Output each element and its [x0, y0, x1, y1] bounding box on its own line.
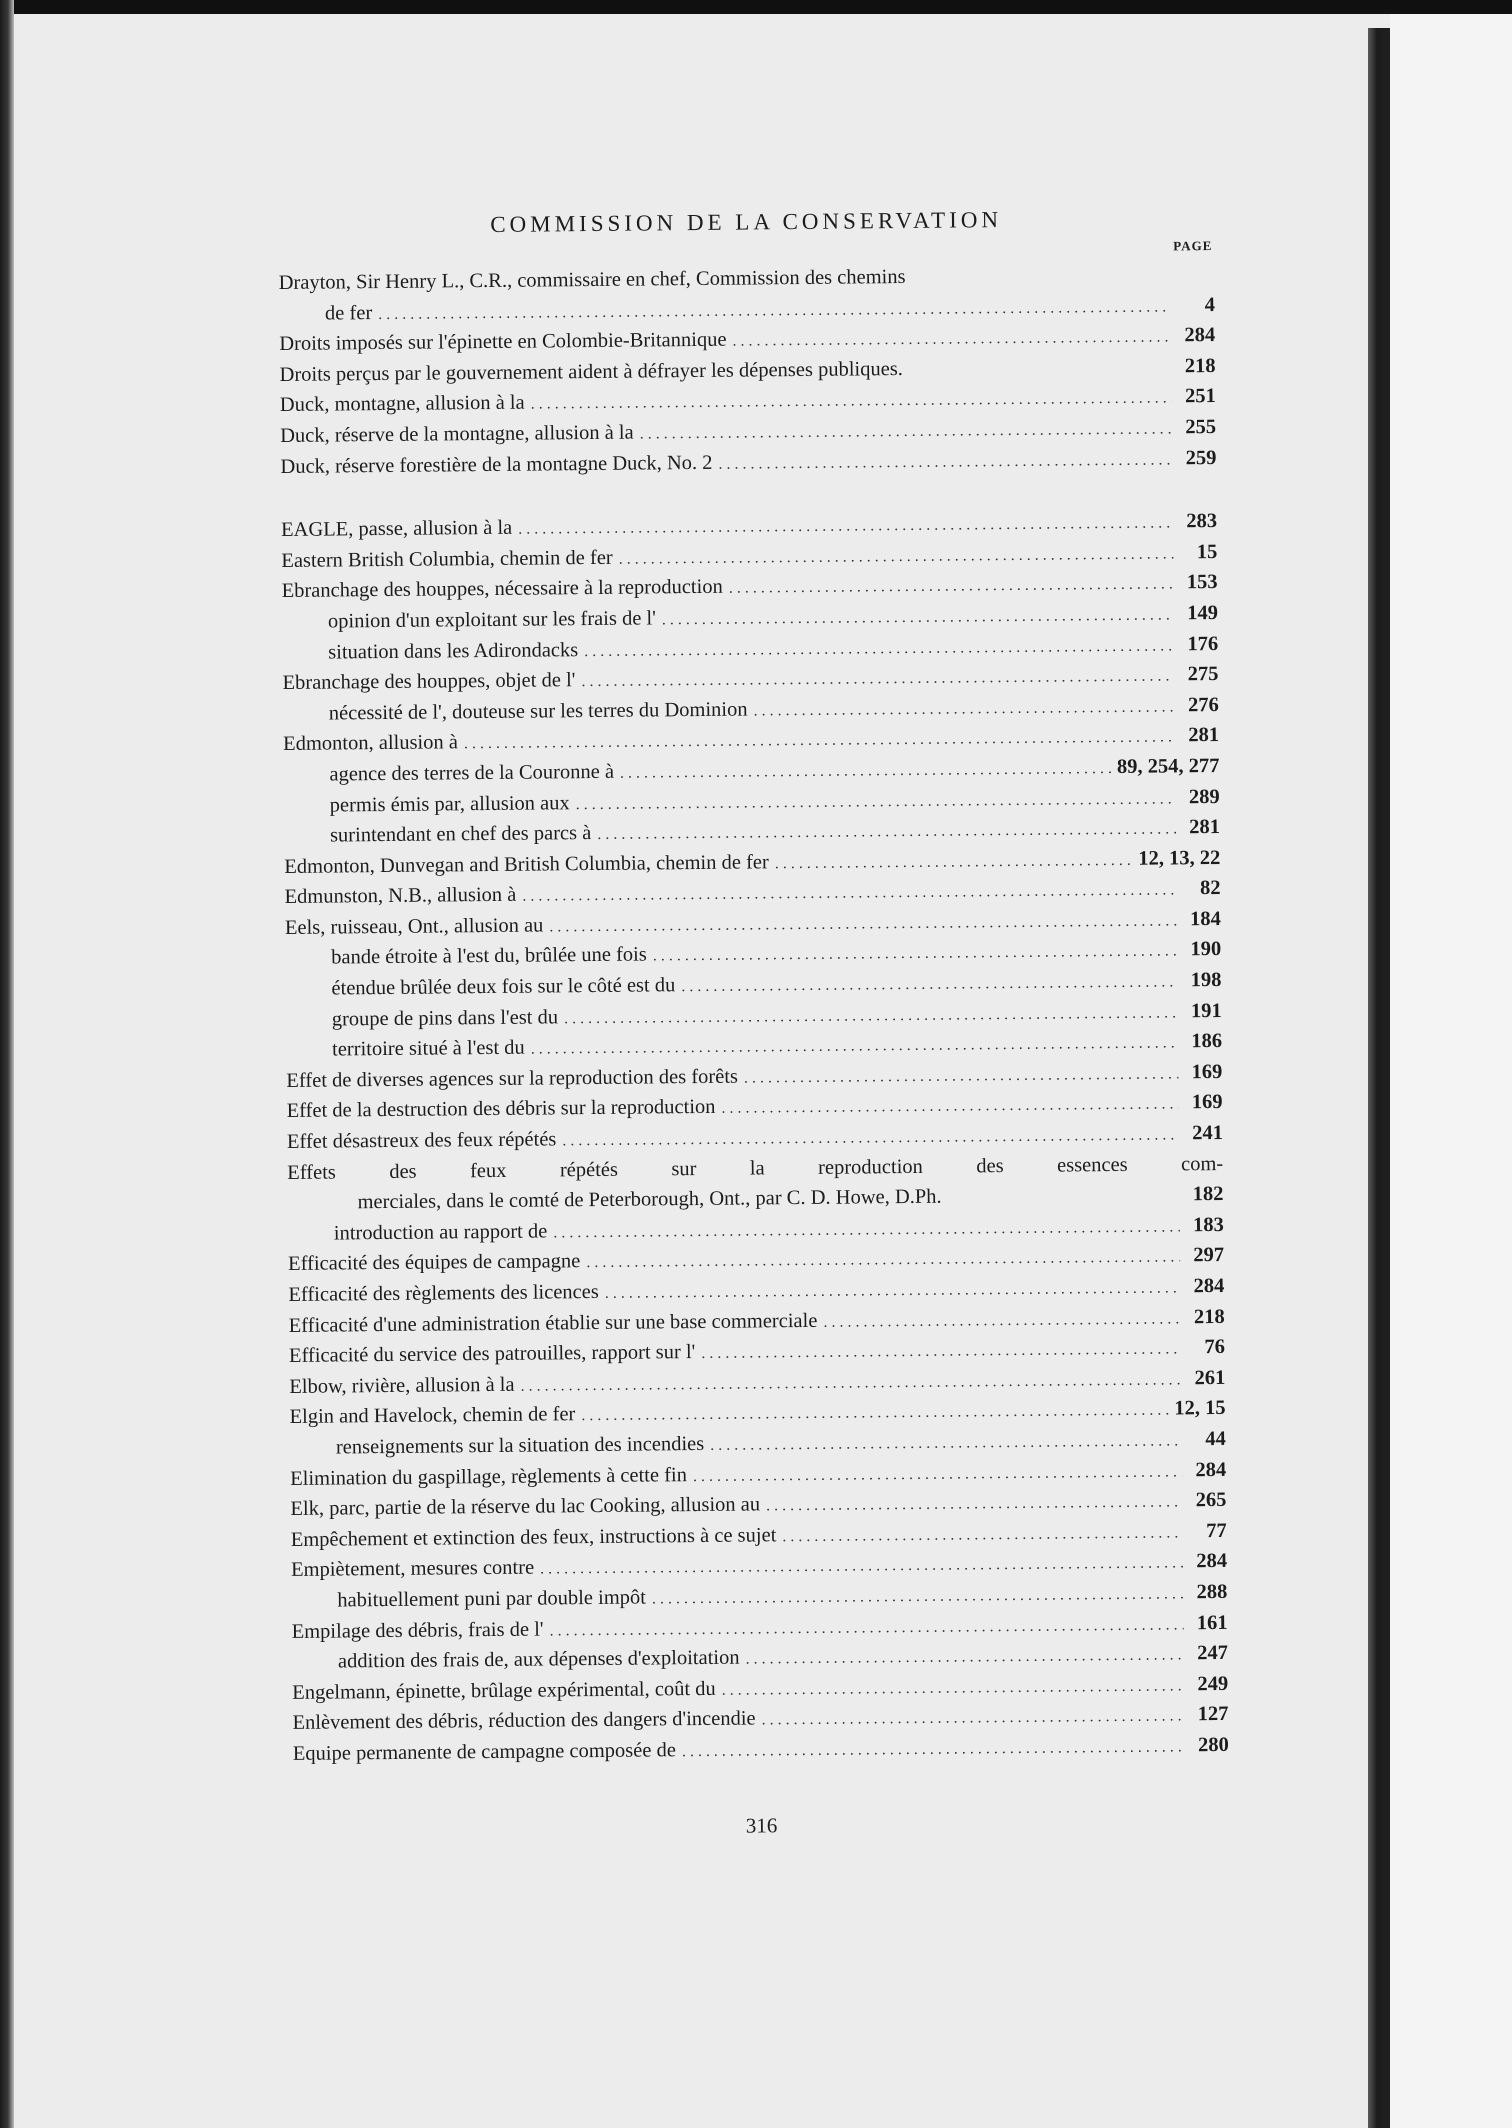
entry-page-number: 186 [1191, 1030, 1223, 1053]
entry-page-number: 15 [1196, 540, 1218, 563]
entry-page-number: 76 [1204, 1336, 1226, 1359]
entry-page-number: 281 [1189, 816, 1221, 839]
entry-page-number: 44 [1205, 1427, 1226, 1451]
entry-text: habituellement puni par double impôt [337, 1586, 647, 1612]
entry-text: merciales, dans le comté de Peterborough, Ont., par C. D. Howe, D.Ph. [357, 1185, 942, 1214]
index-entries [279, 259, 1229, 1769]
entry-text: surintendant en chef des parcs à [329, 822, 592, 847]
entry-page-number: 289 [1188, 785, 1220, 808]
entry-text: territoire situé à l'est du [331, 1036, 525, 1061]
entry-page-number: 183 [1192, 1213, 1224, 1237]
entry-text: groupe de pins dans l'est du [331, 1006, 559, 1031]
entry-text: Edmunston, N.B., allusion à [284, 884, 517, 909]
entry-page-number: 4 [1204, 293, 1216, 316]
facing-page-edge [1390, 14, 1512, 2128]
entry-text: Drayton, Sir Henry L., C.R., commissaire en chef, Commission des chemins [278, 265, 906, 294]
entry-text: de fer [324, 301, 373, 325]
entry-text: Edmonton, allusion à [283, 731, 459, 756]
entry-page-number: 127 [1197, 1703, 1229, 1726]
entry-page-number: 281 [1188, 724, 1220, 747]
entry-page-number: 169 [1191, 1060, 1223, 1084]
entry-text: étendue brûlée deux fois sur le côté est du [331, 974, 676, 1000]
entry-text: Eastern British Columbia, chemin de fer [281, 546, 613, 572]
scan-top-border [0, 0, 1512, 14]
entry-text: Droits imposés sur l'épinette en Colombie-Britannique [279, 328, 727, 356]
entry-page-number: 218 [1184, 354, 1216, 378]
entry-text: Duck, réserve de la montagne, allusion à la [280, 421, 634, 447]
entry-page-number: 241 [1192, 1122, 1224, 1145]
entry-page-number: 169 [1191, 1091, 1223, 1114]
index-page [278, 201, 1230, 1850]
entry-page-number: 89, 254, 277 [1116, 754, 1220, 778]
entry-text: situation dans les Adirondacks [328, 638, 579, 664]
entry-text: opinion d'un exploitant sur les frais de l' [327, 607, 656, 633]
page-column-label: PAGE [1173, 238, 1213, 254]
entry-page-number: 276 [1187, 693, 1219, 717]
entry-page-number: 176 [1187, 632, 1219, 655]
entry-page-number: 249 [1197, 1672, 1229, 1695]
entry-page-number: 12, 15 [1174, 1397, 1226, 1420]
entry-page-number: 82 [1199, 877, 1221, 900]
entry-text: agence des terres de la Couronne à [329, 760, 615, 786]
entry-text: Duck, montagne, allusion à la [279, 392, 525, 417]
entry-page-number: 77 [1206, 1519, 1227, 1542]
entry-text: Empêchement et extinction des feux, instructions à ce sujet [290, 1524, 777, 1551]
entry-text: Droits perçus par le gouvernement aident à défrayer les dépenses publiques. [279, 357, 903, 386]
entry-text: introduction au rapport de [333, 1220, 548, 1245]
entry-text: Effets des feux répétés sur la reproduction des essences com- [287, 1152, 1224, 1184]
entry-page-number: 284 [1195, 1458, 1227, 1481]
entry-text: Duck, réserve forestière de la montagne Duck, No. 2 [280, 451, 713, 478]
dot-leader [682, 1732, 1185, 1767]
entry-text: Elgin and Havelock, chemin de fer [289, 1403, 576, 1429]
entry-page-number: 191 [1190, 999, 1222, 1022]
entry-text: Edmonton, Dunvegan and British Columbia, chemin de fer [284, 851, 769, 878]
dot-leader [823, 1304, 1181, 1338]
entry-text: Eels, ruisseau, Ont., allusion au [284, 914, 544, 939]
entry-text: Efficacité des règlements des licences [288, 1280, 599, 1306]
entry-page-number: 218 [1193, 1305, 1225, 1328]
entry-text: EAGLE, passe, allusion à la [280, 516, 513, 542]
entry-text: Empiètement, mesures contre [290, 1556, 535, 1582]
entry-text: Efficacité des équipes de campagne [288, 1250, 581, 1276]
entry-page-number: 288 [1196, 1580, 1228, 1604]
entry-page-number: 247 [1197, 1642, 1229, 1665]
book-gutter-shadow [1368, 28, 1390, 2128]
entry-page-number: 284 [1196, 1550, 1228, 1573]
entry-page-number: 261 [1194, 1366, 1226, 1390]
entry-page-number: 182 [1192, 1183, 1224, 1206]
entry-text: addition des frais de, aux dépenses d'exploitation [337, 1646, 740, 1673]
entry-page-number: 161 [1196, 1611, 1228, 1634]
running-head: COMMISSION DE LA CONSERVATION [490, 207, 1003, 237]
scan-left-border [0, 0, 14, 2128]
entry-text: Elimination du gaspillage, règlements à cette fin [290, 1463, 688, 1490]
entry-page-number: 198 [1190, 969, 1222, 992]
entry-text: Ebranchage des houppes, nécessaire à la reproduction [281, 576, 723, 603]
entry-page-number: 297 [1193, 1244, 1225, 1267]
entry-page-number: 284 [1184, 324, 1216, 347]
entry-text: Effet de la destruction des débris sur la reproduction [286, 1096, 716, 1123]
entry-text: Engelmann, épinette, brûlage expérimental, coût du [292, 1677, 716, 1704]
entry-text: Empilage des débris, frais de l' [291, 1618, 544, 1643]
entry-text: bande étroite à l'est du, brûlée une fois [331, 943, 647, 969]
entry-page-number: 280 [1197, 1733, 1229, 1757]
entry-text: Efficacité d'une administration établie sur une base commerciale [288, 1309, 818, 1337]
entry-page-number: 255 [1185, 415, 1217, 439]
entry-text: Elbow, rivière, allusion à la [289, 1373, 515, 1398]
dot-leader [775, 846, 1133, 880]
entry-text: Elk, parc, partie de la réserve du lac Cooking, allusion au [290, 1493, 761, 1521]
entry-text: Ebranchage des houppes, objet de l' [282, 669, 576, 695]
entry-text: Equipe permanente de campagne composée de [292, 1739, 676, 1765]
entry-page-number: 284 [1193, 1274, 1225, 1298]
entry-page-number: 251 [1184, 385, 1216, 408]
entry-page-number: 12, 13, 22 [1138, 846, 1221, 870]
entry-page-number: 153 [1186, 571, 1218, 594]
entry-page-number: 190 [1190, 938, 1222, 961]
page-number: 316 [745, 1813, 778, 1838]
entry-text: renseignements sur la situation des incendies [335, 1432, 705, 1459]
entry-page-number: 283 [1186, 510, 1218, 533]
entry-text: Effet de diverses agences sur la reproduction des forêts [286, 1065, 739, 1092]
entry-text: Efficacité du service des patrouilles, rapport sur l' [288, 1341, 696, 1368]
entry-page-number: 265 [1195, 1489, 1227, 1512]
entry-text: Enlèvement des débris, réduction des dangers d'incendie [292, 1707, 756, 1735]
entry-page-number: 259 [1185, 446, 1217, 469]
entry-text: nécessité de l', douteuse sur les terres du Dominion [328, 698, 748, 725]
entry-page-number: 275 [1187, 663, 1219, 686]
entry-text: Effet désastreux des feux répétés [286, 1128, 557, 1153]
entry-text: permis émis par, allusion aux [329, 791, 570, 817]
entry-page-number: 184 [1189, 907, 1221, 931]
entry-page-number: 149 [1187, 601, 1219, 625]
